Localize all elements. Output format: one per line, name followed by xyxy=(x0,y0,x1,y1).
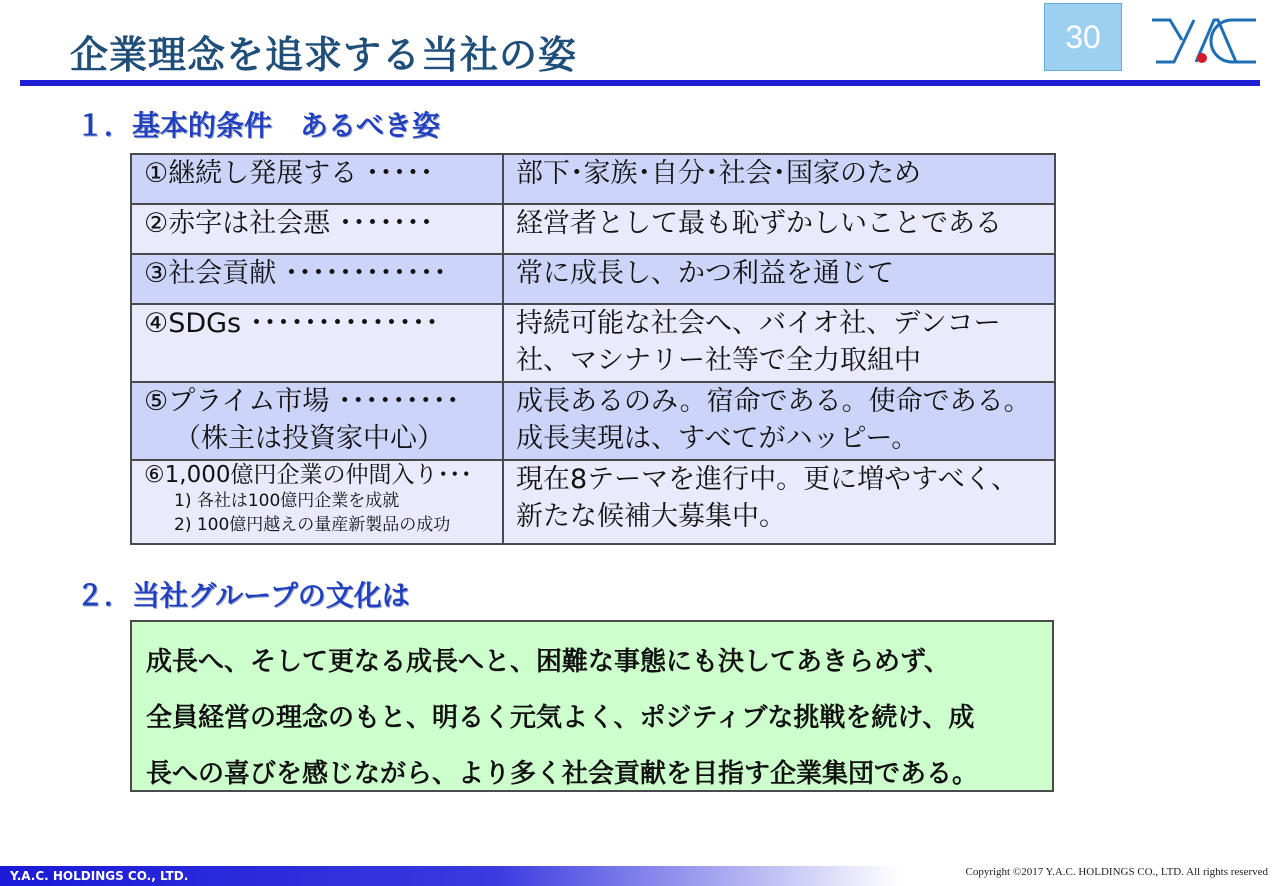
condition-label xyxy=(131,460,503,544)
table-row xyxy=(131,460,1055,544)
label-subline: 1) 各社は100億円企業を成就 xyxy=(174,491,400,511)
description-line: 成長あるのみ。宿命である。使命である。 xyxy=(516,386,1031,417)
table-row xyxy=(131,204,1055,254)
label-line: ⑤プライム市場 ･････････ xyxy=(144,386,460,417)
table-row xyxy=(131,254,1055,304)
culture-line: 成長へ、そして更なる成長へと、困難な事態にも決してあきらめず、 xyxy=(146,647,950,677)
culture-line: 全員経営の理念のもと、明るく元気よく、ポジティブな挑戦を続け、成 xyxy=(146,703,975,733)
label-line: ⑥1,000億円企業の仲間入り･･･ xyxy=(144,462,472,488)
logo-y-left xyxy=(1152,20,1182,40)
page-number: 30 xyxy=(1044,3,1122,71)
condition-label: ①継続し発展する ･････ xyxy=(131,154,503,204)
section1-heading: １．基本的条件 あるべき姿 xyxy=(76,109,441,142)
culture-line: 長への喜びを感じながら、より多く社会貢献を目指す企業集団である。 xyxy=(146,759,979,789)
description-line: 社、マシナリー社等で全力取組中 xyxy=(516,345,921,376)
condition-description xyxy=(503,382,1055,460)
conditions-table xyxy=(130,153,1056,545)
table-row xyxy=(131,304,1055,382)
section2-heading: ２．当社グループの文化は xyxy=(76,579,410,612)
condition-label: ④SDGs ･･････････････ xyxy=(131,304,503,382)
condition-description xyxy=(503,304,1055,382)
label-line: （株主は投資家中心） xyxy=(174,423,444,454)
description-line: 新たな候補大募集中。 xyxy=(516,501,786,532)
description-line: 成長実現は、すべてがハッピー。 xyxy=(516,423,919,454)
page-title: 企業理念を追求する当社の姿 xyxy=(70,33,578,77)
table-row xyxy=(131,154,1055,204)
condition-label: ②赤字は社会悪 ･･･････ xyxy=(131,204,503,254)
table-row xyxy=(131,382,1055,460)
condition-description: 経営者として最も恥ずかしいことである xyxy=(503,204,1055,254)
description-line: 持続可能な社会へ、バイオ社、デンコー xyxy=(516,308,1001,339)
title-underline xyxy=(20,80,1260,86)
footer-company-name: Y.A.C. HOLDINGS CO., LTD. xyxy=(10,869,189,883)
condition-label: ③社会貢献 ････････････ xyxy=(131,254,503,304)
culture-statement-box xyxy=(130,620,1054,792)
copyright-notice: Copyright ©2017 Y.A.C. HOLDINGS CO., LTD. All rights reserved xyxy=(965,866,1268,878)
description-line: 現在8テーマを進行中。更に増やすべく、 xyxy=(516,464,1019,495)
logo-dot xyxy=(1197,53,1207,63)
condition-label xyxy=(131,382,503,460)
condition-description: 部下･家族･自分･社会･国家のため xyxy=(503,154,1055,204)
condition-description xyxy=(503,460,1055,544)
condition-description: 常に成長し、かつ利益を通じて xyxy=(503,254,1055,304)
label-subline: 2) 100億円越えの量産新製品の成功 xyxy=(174,515,451,535)
yac-logo xyxy=(1148,14,1260,68)
